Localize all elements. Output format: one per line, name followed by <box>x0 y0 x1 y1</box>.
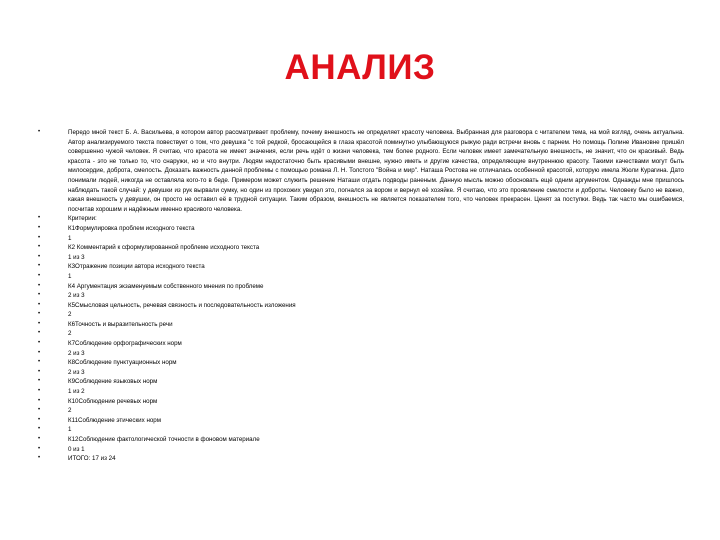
bullet-icon: • <box>37 234 41 241</box>
list-item <box>36 387 684 397</box>
list-item-text: К10Соблюдение речевых норм <box>68 397 158 405</box>
list-item <box>36 262 684 272</box>
list-item <box>36 310 684 320</box>
bullet-icon: • <box>37 292 41 299</box>
list-item <box>36 435 684 445</box>
list-item <box>36 377 684 387</box>
bullet-icon: • <box>37 282 41 289</box>
list-item <box>36 358 684 368</box>
list-item <box>36 425 684 435</box>
list-item <box>36 301 684 311</box>
list-item <box>36 253 684 263</box>
list-item <box>36 454 684 464</box>
list-item <box>36 291 684 301</box>
list-item-text: 2 <box>68 311 72 319</box>
bullet-icon: • <box>37 272 41 279</box>
essay-text: Передо мной текст Б. А. Васильева, в котором автор рассматривает проблему, почему внешность не определяет красоту человека. Выбранная для разговора с читателем тема, на мой взгляд, очень актуальна. Автор анализируемого текста повествует о том, что девушка "с той редкой, бросающейся в глаза красотой поминутно улыбающуюся рыжую ради встречи вновь с парнем. Но помощь Полине Ивановне пришёл совершенно чужой человек. Я считаю, что красота не имеет значения, если речь идёт о жизни человека, тем более родного. Если человек имеет замечательную внешность, не значит, что он красивый. Ведь красота - это не только то, что снаружи, но и что внутри. Людям недостаточно быть красивыми внешне, нужно иметь и другие качества, определяющие внутреннюю красоту. Такими качествами могут быть милосердие, доброта, смелость. Доказать важность данной проблемы с помощью романа Л. Н. Толстого "Война и мир". Наташа Ростова не отличалась особенной красотой, которую имела Жюли Курагина. Дато понимали людей, никогда не оставляла кого-то в беде. Примером может служить решение Наташи отдать подводы раненым. Данную мысль можно обосновать ещё одним аргументом. Однажды мне пришлось наблюдать такой случай: у девушки из рук вырвали сумку, но один из прохожих увидел это, погнался за вором и вернул её хозяйке. Я считаю, что это проявление смелости и доброты. Человеку было не важно, какая внешность у девушки, он просто не оставил её в трудной ситуации. Таким образом, внешность не является показателем того, что человек прекрасен. Ценят за поступки. Ведь так часто мы ошибаемся, посчитав хорошим и надёжным именно красивого человека. <box>68 129 684 213</box>
bullet-icon: • <box>37 340 41 347</box>
bullet-icon: • <box>37 263 41 270</box>
list-item-text: 2 <box>68 330 72 338</box>
bullet-icon: • <box>37 416 41 423</box>
list-item <box>36 234 684 244</box>
bullet-icon: • <box>37 368 41 375</box>
bullet-icon: • <box>37 215 41 222</box>
bullet-icon: • <box>37 244 41 251</box>
list-item <box>36 224 684 234</box>
list-item-text: К1Формулировка проблем исходного текста <box>68 224 195 232</box>
list-item <box>36 339 684 349</box>
list-item-text: 1 <box>68 272 72 280</box>
bullet-icon: • <box>37 253 41 260</box>
bullet-icon: • <box>37 129 41 135</box>
list-item <box>36 368 684 378</box>
bullet-icon: • <box>37 436 41 442</box>
bullet-icon: • <box>37 426 41 433</box>
list-item-text: 1 <box>68 426 72 434</box>
list-item-text: 2 из 3 <box>68 368 85 376</box>
list-item-text: 1 из 3 <box>68 253 85 261</box>
bullet-icon: • <box>37 445 41 452</box>
bullet-icon: • <box>37 378 41 385</box>
list-item-text: К5Смысловая цельность, речевая связность и последовательность изложения <box>68 301 296 309</box>
list-item-text: Критерии: <box>68 215 97 223</box>
list-item-text: К11Соблюдение этических норм <box>68 416 162 424</box>
bullet-icon: • <box>37 349 41 356</box>
bullet-icon: • <box>37 330 41 337</box>
bullet-icon: • <box>37 455 41 462</box>
list-item <box>36 397 684 407</box>
list-item-text: К8Соблюдение пунктуационных норм <box>68 359 177 367</box>
list-item <box>36 329 684 339</box>
bullet-icon: • <box>37 320 41 327</box>
list-item-text: 1 из 2 <box>68 388 85 396</box>
bullet-icon: • <box>37 407 41 414</box>
list-item-text: 2 из 3 <box>68 292 85 300</box>
bullet-icon: • <box>37 388 41 395</box>
list-item <box>36 416 684 426</box>
list-item-text: К4 Аргументация экзаменуемым собственного мнения по проблеме <box>68 282 264 290</box>
list-item-text: К7Соблюдение орфографических норм <box>68 340 182 348</box>
list-item-text: К3Отражение позиции автора исходного текста <box>68 263 205 271</box>
bullet-icon: • <box>37 359 41 366</box>
list-item-text: 0 из 1 <box>68 445 85 453</box>
list-item <box>36 406 684 416</box>
bullet-icon: • <box>37 311 41 318</box>
list-item <box>36 243 684 253</box>
list-item-text: К6Точность и выразительность речи <box>68 320 173 328</box>
list-item <box>36 320 684 330</box>
list-item-text: 2 <box>68 407 72 415</box>
list-item <box>36 349 684 359</box>
list-item-text: К12Соблюдение фактологической точности в фоновом материале <box>68 436 260 443</box>
list-item <box>36 214 684 224</box>
list-item-text: К9Соблюдение языковых норм <box>68 378 158 386</box>
slide-title: АНАЛИЗ <box>284 48 436 87</box>
essay-paragraph <box>36 128 684 214</box>
list-item <box>36 282 684 292</box>
content-list <box>36 128 684 464</box>
list-item-text: К2 Комментарий к сформулированной проблеме исходного текста <box>68 244 260 252</box>
bullet-icon: • <box>37 397 41 404</box>
list-item-text: 2 из 3 <box>68 349 85 357</box>
list-item-text: 1 <box>68 234 72 242</box>
list-item-text: ИТОГО: 17 из 24 <box>68 455 116 463</box>
bullet-icon: • <box>37 224 41 231</box>
list-item <box>36 272 684 282</box>
bullet-icon: • <box>37 301 41 308</box>
list-item <box>36 445 684 455</box>
